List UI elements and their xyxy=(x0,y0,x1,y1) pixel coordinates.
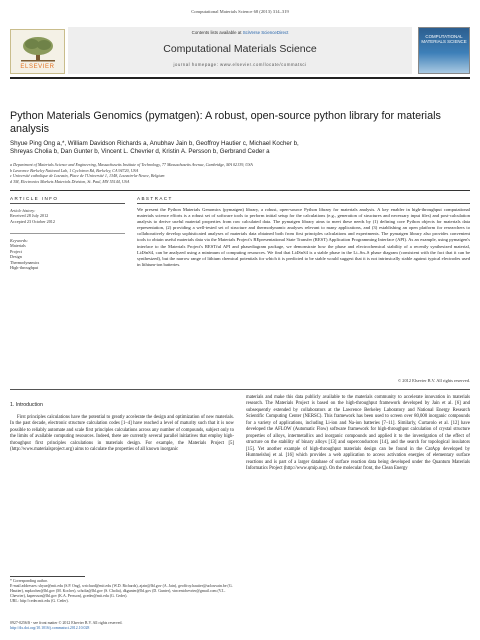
history-label: Article history: xyxy=(10,208,36,213)
affiliation-c: c Université catholique de Louvain, Place de l'Université 1, 1348, Louvain-la-Neuve, Belgium xyxy=(10,173,165,179)
copyright-notice: © 2012 Elsevier B.V. All rights reserved. xyxy=(397,378,470,383)
affiliation-b: b Lawrence Berkeley National Lab, 1 Cyclotron Rd, Berkeley, CA 94720, USA xyxy=(10,167,139,173)
accepted-date: Accepted 23 October 2012 xyxy=(10,218,55,224)
journal-homepage[interactable]: journal homepage: www.elsevier.com/locate/commatsci xyxy=(173,62,307,67)
journal-citation: Computational Materials Science 68 (2013) 314–319 xyxy=(191,9,289,14)
abstract-text: We present the Python Materials Genomics (pymatgen) library, a robust, open-source Python library for materials analysis. A key enabler in high-throughput computational materials science efforts is a robust set of software tools to perform initial setup for the calculations (e.g., generation of structures and necessary input files) and post-calculation analysis to derive useful material properties from raw calculated data. The pymatgen library aims to meet these needs by (1) defining core Python objects for materials data representation, (2) providing a well-tested set of structure and thermodynamic analyses relevant to many applications, and (3) establishing an open platform for researchers to collaboratively develop sophisticated analyses of materials data obtained both from first principles calculations and experiments. The pymatgen library also provides convenient tools to obtain useful materials data via the Materials Project's REpresentational State Transfer (REST) Application Programming Interface (API). As an example, using pymatgen's interface to the Materials Project's RESTful API and phasediagram package, we demonstrate how the phase and electrochemical stability of a recently synthesized material, Li4SnS4, can be analyzed using a minimum of computing resources. We find that Li4SnS4 is a stable phase in the Li–Sn–S phase diagram (consistent with the fact that it can be synthesized), but the narrow range of lithium chemical potentials for which it is predicted to be stable would suggest that it is not intrinsically stable against typical electrodes used in lithium-ion batteries. xyxy=(137,207,470,267)
keywords-divider xyxy=(10,233,125,234)
affiliations xyxy=(10,162,470,184)
journal-cover-thumbnail[interactable] xyxy=(418,27,470,74)
issn-line: 0927-0256/$ - see front matter © 2012 Elsevier B.V. All rights reserved. xyxy=(10,621,123,625)
keyword-item: Materials xyxy=(10,243,26,249)
author-list xyxy=(10,140,470,156)
elsevier-logo[interactable] xyxy=(10,29,65,74)
contents-availability xyxy=(68,30,412,35)
header-divider xyxy=(10,77,470,79)
cover-title: COMPUTATIONAL MATERIALS SCIENCE xyxy=(421,34,467,44)
body-column-left xyxy=(10,402,234,454)
sciencedirect-link[interactable]: SciVerse ScienceDirect xyxy=(242,30,289,35)
keyword-item: High-throughput xyxy=(10,265,39,271)
corresponding-author-note: * Corresponding author. xyxy=(10,579,48,583)
received-date: Received 28 July 2012 xyxy=(10,213,49,219)
keyword-item: Design xyxy=(10,254,22,260)
affiliation-divider xyxy=(10,190,470,191)
article-title: Python Materials Genomics (pymatgen): A robust, open-source python library for materials analysis xyxy=(10,110,441,135)
journal-header xyxy=(10,27,470,75)
contents-prefix: Contents lists available at xyxy=(191,30,243,35)
introduction-heading: 1. Introduction xyxy=(10,402,43,408)
keywords-block xyxy=(10,238,125,270)
affiliation-d: d 3M, Electronics Markets Materials Division, St. Paul, MN 55144, USA xyxy=(10,178,130,184)
footnotes xyxy=(10,579,234,604)
abstract-heading: ABSTRACT xyxy=(137,196,173,201)
abstract-divider xyxy=(137,203,470,204)
elsevier-tree-icon xyxy=(19,36,57,62)
article-history xyxy=(10,208,125,224)
author-url[interactable]: URL: http://ceder.mit.edu (G. Ceder). xyxy=(10,599,69,603)
keyword-item: Project xyxy=(10,248,22,254)
introduction-paragraph-left: First principles calculations have the potential to greatly accelerate the design and optimization of new materials. In the past decade, electronic structure calculation codes [1–4] have reached a level of maturity such that it is now possible to reliably automate and scale first principles calculations across any number of compounds, subject only to the limits of available computing resources. Indeed, there are currently several parallel initiatives that employ high-throughput first principles calculations in materials design. For example, the Materials Project [5] (http://www.materialsproject.org) aims to calculate the properties of all known inorganic xyxy=(10,415,234,453)
abstract-end-divider xyxy=(10,389,470,390)
footnote-divider xyxy=(10,576,85,577)
body-column-right xyxy=(246,395,470,472)
journal-title[interactable]: Computational Materials Science xyxy=(163,43,317,55)
keywords-label: Keywords: xyxy=(10,238,28,243)
doi-link[interactable]: http://dx.doi.org/10.1016/j.commatsci.2012.10.028 xyxy=(10,626,90,630)
journal-banner xyxy=(68,27,412,74)
elsevier-wordmark: ELSEVIER xyxy=(20,64,55,70)
authors-line-1: Shyue Ping Ong a,*, William Davidson Richards a, Anubhav Jain b, Geoffroy Hautier c, Michael Kocher b, xyxy=(10,140,299,147)
authors-line-2: Shreyas Cholia b, Dan Gunter b, Vincent L. Chevrier d, Kristin A. Persson b, Gerbrand Ceder a xyxy=(10,148,270,155)
affiliation-a: a Department of Materials Science and Engineering, Massachusetts Institute of Technology, 77 Massachusetts Avenue, Cambridge, MA 02139, USA xyxy=(10,162,253,167)
introduction-paragraph-right: materials and make this data publicly available to the materials community to accelerate innovation in materials research. The Materials Project is based on the high-throughput framework developed by Jain et al. [6] and subsequently extended by collaborators at the Lawrence Berkeley Laboratory and National Energy Research Scientific Computing Center (NERSC). This framework has been used to screen over 80,000 inorganic compounds for a variety of applications, including Li-ion and Na-ion batteries [7–11]. Similarly, Curtarolo et al. [12] have developed the AFLOW (Automatic Flow) software framework for high-throughput calculation of crystal structure properties of alloys, intermetallics and inorganic compounds and applied it to the investigation of the effect of structure on the stability of binary alloys [13] and superconductors [14], and the search for topological insulators [15]. Yet another example of high-throughput materials design can be found in the CatApp developed by Hummelshoj et al. [16] which provides a web application to access activation energies of elementary surface reactions and is part of a larger database of surface reaction data being developed under the Quantum Materials Informatics Project (http://www.qmip.org). On the molecular front, the Clean Energy xyxy=(246,395,470,471)
article-info-divider xyxy=(10,203,125,204)
email-addresses[interactable]: E-mail addresses: shyue@mit.edu (S.P. Ong), wrichard@mit.edu (W.D. Richards), ajain@lbl.gov (A. Jain), geoffroy.hautier@uclouvain.be (G. Hautier), mpkocher@lbl.gov (M. Kocher), scholia@lbl.gov (S. Cholia), dkgunter@lbl.gov (D. Gunter), vincentchevrier@gmail.com (V.L. Chevrier), kapersson@lbl.gov (K.A. Persson), gceder@mit.edu (G. Ceder). xyxy=(10,584,233,598)
keyword-item: Thermodynamics xyxy=(10,259,40,265)
article-info-heading: ARTICLE INFO xyxy=(10,196,59,201)
